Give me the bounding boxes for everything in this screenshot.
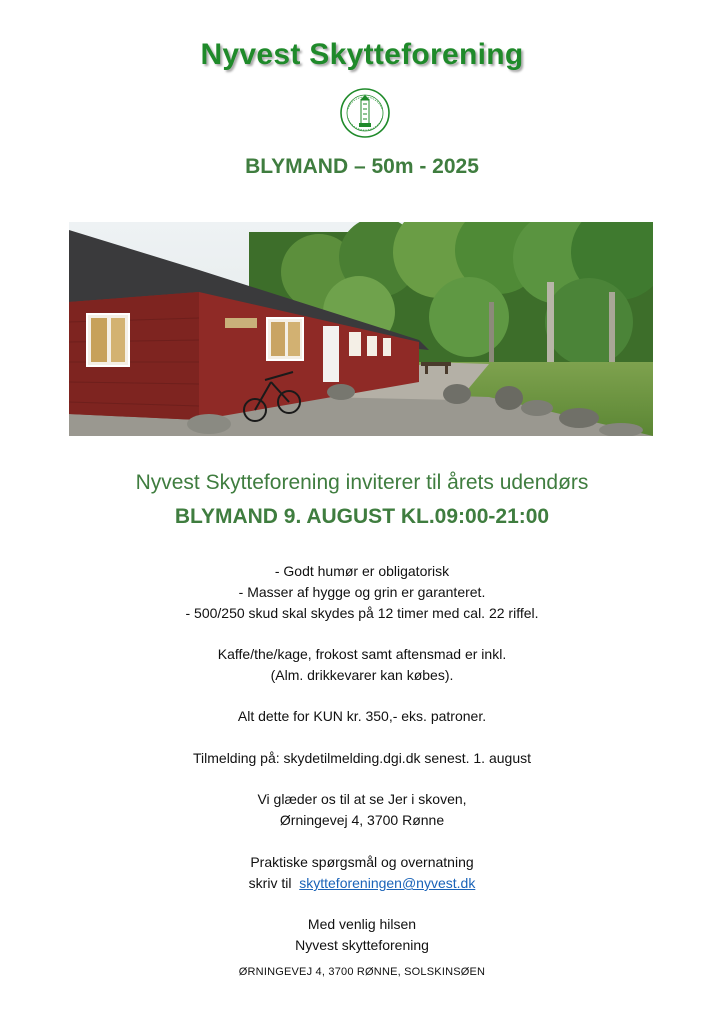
clubhouse-photo [69,222,653,436]
food-line-2: (Alm. drikkevarer kan købes). [270,667,454,683]
welcome-info [0,789,724,831]
club-seal-logo [339,87,391,139]
bullet-list [0,561,724,624]
bullet-item: - Godt humør er obligatorisk [274,563,450,579]
email-link[interactable]: skytteforeningen@nyvest.dk [299,875,476,891]
bullet-item: - Masser af hygge og grin er garanteret. [238,584,486,600]
price-line: Alt dette for KUN kr. 350,- eks. patroner. [237,708,487,724]
food-line-1: Kaffe/the/kage, frokost samt aftensmad er inkl. [217,646,507,662]
invitation-line-1: Nyvest Skytteforening inviterer til årets udendørs [135,471,589,494]
welcome-line-1: Vi glæder os til at se Jer i skoven, [257,791,467,807]
welcome-line-2: Ørningevej 4, 3700 Rønne [279,812,445,828]
regards-line-2: Nyvest skytteforening [295,937,429,953]
questions-info [0,852,724,894]
questions-line-2 [0,873,724,894]
invitation-block [0,466,724,534]
questions-prefix: skriv til [248,875,300,891]
registration-line: Tilmelding på: skydetilmelding.dgi.dk senest. 1. august [193,750,531,766]
club-title: Nyvest Skytteforening [200,38,524,71]
regards-info [0,914,724,956]
event-heading: BLYMAND – 50m - 2025 [245,155,479,178]
regards-line-1: Med venlig hilsen [307,916,417,932]
food-info [0,644,724,686]
questions-line-1: Praktiske spørgsmål og overnatning [250,854,474,870]
invitation-line-2: BLYMAND 9. AUGUST KL.09:00-21:00 [174,505,550,528]
price-info [0,706,724,727]
footer-address: ØRNINGEVEJ 4, 3700 RØNNE, SOLSKINSØEN [238,966,486,978]
bullet-item: - 500/250 skud skal skydes på 12 timer med cal. 22 riffel. [185,605,539,621]
registration-info [0,748,724,769]
